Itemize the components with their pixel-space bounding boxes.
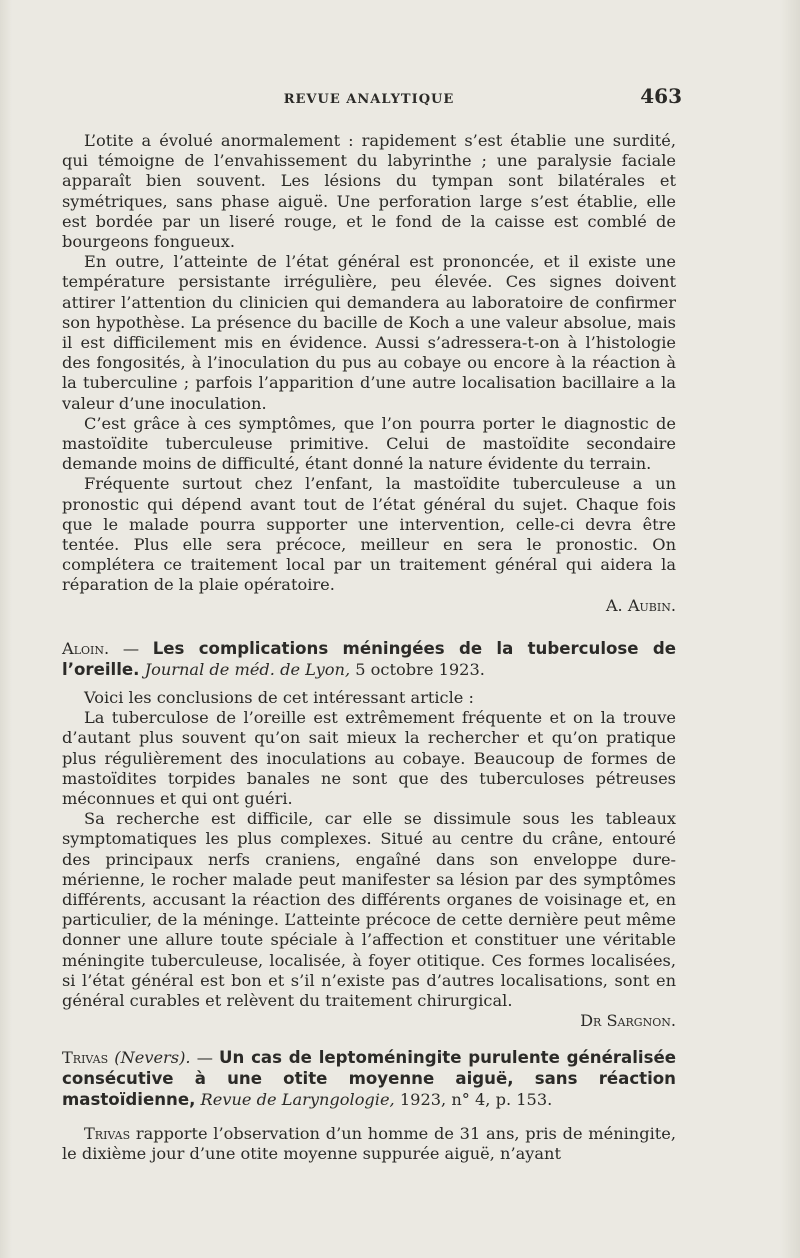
paragraph	[62, 1124, 676, 1164]
article-2-body	[62, 688, 676, 1031]
author: Trivas	[62, 1048, 109, 1067]
dash: —	[109, 639, 153, 658]
paragraph: L’otite a évolué anormalement : rapidement s’est établie une surdité, qui témoigne de l’envahissement du labyrinthe ; une paralysie faciale apparaît bien souvent. Les lésions du tympan sont bilatérales et symétriques, sans phase aiguë. Une perforation large s’est établie, elle est bordée par un liseré rouge, et le fond de la caisse est comblé de bourgeons fongueux.	[62, 131, 676, 252]
signature	[62, 596, 676, 616]
signature	[62, 1011, 676, 1031]
title: Les complications méningées de la tuberculose de l’oreille.	[62, 639, 676, 679]
author-inline: Trivas	[84, 1124, 131, 1143]
article-1-body	[62, 131, 676, 616]
author: Aloin.	[62, 639, 110, 658]
paragraph: La tuberculose de l’oreille est extrêmement fréquente et on la trouve d’autant plus souvent qu’on sait mieux la rechercher et qu’on pratique plus régulièrement des inoculations au cobaye. Beaucoup de formes de mastoïdites torpides banales ne sont que des tuberculoses pétreuses méconnues et qui ont guéri.	[62, 708, 676, 809]
title: Un cas de leptoméningite purulente généralisée consécutive à une otite moyenne aiguë, sans réaction mastoïdienne,	[62, 1048, 676, 1109]
page-number: 463	[640, 84, 682, 108]
running-title: REVUE ANALYTIQUE	[283, 92, 455, 107]
article-title	[62, 638, 676, 680]
reference: 1923, n° 4, p. 153.	[394, 1090, 553, 1109]
paragraph: Voici les conclusions de cet intéressant article :	[84, 688, 474, 707]
paragraph-text: rapporte l’observation d’un homme de 31 ans, pris de méningite, le dixième jour d’une otite moyenne suppurée aiguë, n’ayant	[62, 1124, 676, 1164]
paragraph: C’est grâce à ces symptômes, que l’on pourra porter le diagnostic de mastoïdite tuberculeuse primitive. Celui de mastoïdite secondaire demande moins de difficulté, étant donné la nature évidente du terrain.	[62, 413, 676, 474]
article-title	[62, 1047, 676, 1110]
place: (Nevers).	[108, 1048, 191, 1067]
paragraph: En outre, l’atteinte de l’état général est prononcée, et il existe une température persistante irrégulière, peu élevée. Ces signes doivent attirer l’attention du clinicien qui demandera au laboratoire de confirmer son hypothèse. La présence du bacille de Koch a une valeur absolue, mais il est difficilement mis en évidence. Aussi s’adressera-t-on à l’histologie des fongosités, à l’inoculation du pus au cobaye ou encore à la réaction à la tuberculine ; parfois l’apparition d’une autre localisation bacillaire a la valeur d’une inoculation.	[62, 252, 676, 413]
page-header	[62, 84, 682, 114]
dash: —	[190, 1048, 220, 1067]
article-3-body	[62, 1124, 676, 1164]
article-3-heading	[62, 1047, 676, 1110]
signature-name: Dr Sargnon.	[580, 1011, 676, 1031]
signature-name: A. Aubin.	[605, 595, 676, 615]
journal: Revue de Laryngologie,	[200, 1090, 395, 1109]
journal: Journal de méd. de Lyon,	[144, 660, 351, 679]
date: 5 octobre 1923.	[350, 660, 485, 679]
paragraph: Sa recherche est difficile, car elle se dissimule sous les tableaux symptomatiques les plus complexes. Situé au centre du crâne, entouré des principaux nerfs craniens, engaîné dans son enveloppe dure-mérienne, le rocher malade peut manifester sa lésion par des symptômes différents, accusant la réaction des différents organes de voisinage et, en particulier, de la méninge. L’atteinte précoce de cette dernière peut même donner une allure toute spéciale à l’affection et constituer une véritable méningite tuberculeuse, localisée, à foyer otitique. Ces formes localisées, si l’état général est bon et s’il n’existe pas d’autres localisations, sont en général curables et relèvent du traitement chirurgical.	[62, 809, 676, 1011]
paragraph: Fréquente surtout chez l’enfant, la mastoïdite tuberculeuse a un pronostic qui dépend avant tout de l’état général du sujet. Chaque fois que le malade pourra supporter une intervention, celle-ci devra être tentée. Plus elle sera précoce, meilleur en sera le pronostic. On complétera ce traitement local par un traitement général qui aidera la réparation de la plaie opératoire.	[62, 474, 676, 595]
article-2-heading	[62, 638, 676, 680]
